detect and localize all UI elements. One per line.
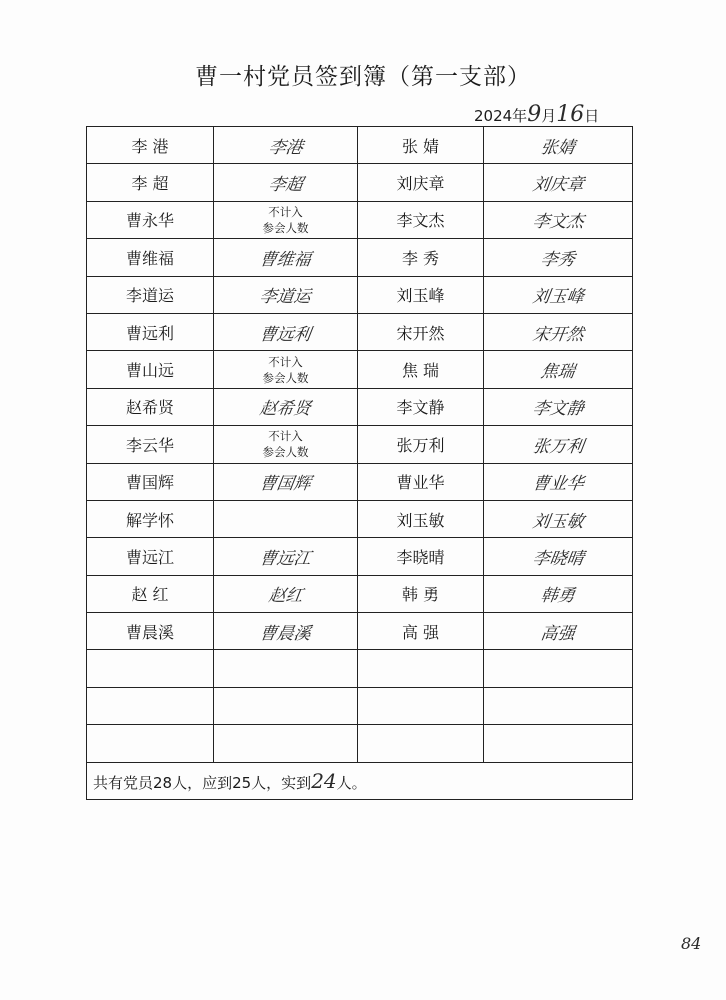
member-name-cell: [358, 388, 484, 425]
signature-cell: [214, 388, 358, 425]
handwritten-signature: 赵希贤: [258, 399, 313, 420]
handwritten-signature: 焦瑞: [539, 362, 577, 383]
member-name: 曹永华: [125, 211, 174, 231]
summary-row: [87, 762, 633, 799]
member-name: 李道运: [125, 286, 174, 306]
table-row: [87, 276, 633, 313]
member-name-cell: [87, 201, 214, 238]
signature-cell: [214, 538, 358, 575]
signature-cell: [214, 276, 358, 313]
member-name-cell: [87, 313, 214, 350]
exclusion-note-line-2: 参会人数: [262, 445, 309, 460]
member-name-cell: [358, 164, 484, 201]
signature-cell: [484, 613, 633, 650]
member-name-cell: [87, 388, 214, 425]
member-name-cell: [358, 239, 484, 276]
signature-cell: [484, 388, 633, 425]
signature-cell: [484, 575, 633, 612]
member-name: 曹国辉: [125, 473, 174, 493]
member-name: 曹山远: [125, 361, 174, 381]
handwritten-signature: 刘庆章: [530, 175, 585, 196]
member-name: 李文静: [396, 398, 445, 418]
handwritten-signature: 高强: [539, 623, 577, 644]
table-row: [87, 426, 633, 463]
date-month-handwritten: 9: [527, 102, 542, 127]
signature-cell: [484, 276, 633, 313]
member-name-cell: [358, 426, 484, 463]
member-name-cell: [358, 575, 484, 612]
empty-cell: [214, 725, 358, 762]
member-name: 曹晨溪: [125, 622, 174, 642]
date-day-unit: 日: [584, 107, 600, 125]
signature-cell: [484, 127, 633, 164]
empty-cell: [484, 687, 633, 724]
empty-cell: [358, 725, 484, 762]
member-name: 韩 勇: [401, 585, 440, 605]
signature-cell: [484, 313, 633, 350]
signature-cell: [214, 164, 358, 201]
member-name: 刘玉峰: [396, 286, 445, 306]
handwritten-signature: 曹业华: [530, 474, 585, 495]
exclusion-note-line-1: 不计入: [268, 354, 303, 369]
member-name-cell: [358, 613, 484, 650]
handwritten-signature: 曹晨溪: [258, 623, 313, 644]
signature-cell: [214, 351, 358, 388]
exclusion-note: [214, 204, 357, 236]
empty-cell: [358, 650, 484, 687]
page-title: 曹一村党员签到簿（第一支部）: [195, 64, 531, 90]
member-name: 刘玉敏: [396, 510, 445, 530]
member-name-cell: [87, 127, 214, 164]
member-name-cell: [87, 538, 214, 575]
member-name-cell: [87, 276, 214, 313]
date-month-unit: 月: [541, 107, 557, 125]
table-row: [87, 239, 633, 276]
signature-cell: [484, 463, 633, 500]
member-name-cell: [87, 500, 214, 537]
empty-cell: [214, 650, 358, 687]
member-name: 赵 红: [131, 585, 169, 605]
member-name: 焦 瑞: [401, 361, 440, 381]
member-name-cell: [358, 127, 484, 164]
empty-cell: [214, 687, 358, 724]
member-name: 赵希贤: [125, 398, 174, 418]
empty-cell: [358, 687, 484, 724]
signature-cell: [214, 463, 358, 500]
empty-cell: [87, 687, 214, 724]
empty-cell: [87, 725, 214, 762]
handwritten-signature: 刘玉敏: [530, 511, 585, 532]
member-name: 曹维福: [125, 248, 174, 268]
handwritten-signature: 张婧: [539, 137, 577, 158]
member-name: 曹远江: [125, 547, 174, 567]
member-name: 宋开然: [396, 323, 445, 343]
member-name-cell: [87, 164, 214, 201]
member-name: 李 超: [131, 174, 169, 194]
member-name-cell: [358, 313, 484, 350]
member-name: 解学怀: [125, 510, 174, 530]
member-name: 李晓晴: [396, 547, 445, 567]
table-row: [87, 575, 633, 612]
member-name: 曹远利: [125, 323, 174, 343]
handwritten-signature: 李晓晴: [530, 548, 585, 569]
member-name-cell: [87, 613, 214, 650]
empty-row: [87, 725, 633, 762]
handwritten-signature: 曹远江: [258, 548, 313, 569]
member-name-cell: [87, 351, 214, 388]
attendance-table: [86, 126, 633, 800]
summary-prefix: 共有党员28人，应到25人，实到: [93, 773, 312, 792]
signature-cell: [484, 239, 633, 276]
sign-date: [474, 102, 599, 127]
handwritten-signature: 赵红: [266, 586, 304, 607]
signature-cell: [214, 239, 358, 276]
member-name-cell: [87, 575, 214, 612]
handwritten-signature: 李文杰: [530, 212, 585, 233]
empty-cell: [484, 725, 633, 762]
member-name-cell: [358, 276, 484, 313]
signature-cell: [484, 351, 633, 388]
empty-cell: [87, 650, 214, 687]
handwritten-signature: 李港: [266, 137, 304, 158]
date-day-handwritten: 16: [556, 102, 585, 127]
signature-cell: [484, 426, 633, 463]
member-name-cell: [358, 463, 484, 500]
handwritten-signature: 宋开然: [530, 324, 585, 345]
signature-cell: [214, 575, 358, 612]
date-year: 2024年: [474, 107, 528, 125]
handwritten-signature: 曹远利: [258, 324, 313, 345]
handwritten-signature: 刘玉峰: [530, 287, 585, 308]
exclusion-note: [214, 354, 357, 386]
signature-cell: [214, 127, 358, 164]
empty-row: [87, 650, 633, 687]
table-row: [87, 463, 633, 500]
page-number: 84: [681, 934, 702, 953]
member-name: 李云华: [125, 435, 174, 455]
table-row: [87, 500, 633, 537]
member-name: 李 秀: [401, 248, 440, 268]
table-row: [87, 613, 633, 650]
attendance-table-body: [87, 127, 633, 800]
table-row: [87, 538, 633, 575]
handwritten-signature: 曹维福: [258, 249, 313, 270]
member-name: 李 港: [131, 136, 169, 156]
handwritten-signature: 李道运: [258, 287, 313, 308]
handwritten-signature: 张万利: [530, 436, 585, 457]
handwritten-signature: 李文静: [530, 399, 585, 420]
signature-cell: [214, 426, 358, 463]
exclusion-note-line-2: 参会人数: [262, 370, 309, 385]
exclusion-note-line-2: 参会人数: [262, 220, 309, 235]
summary-suffix: 人。: [336, 773, 367, 792]
handwritten-signature: 李超: [266, 175, 304, 196]
signature-cell: [214, 613, 358, 650]
signature-cell: [214, 500, 358, 537]
member-name: 高 强: [401, 622, 440, 642]
signature-cell: [484, 500, 633, 537]
member-name-cell: [87, 239, 214, 276]
empty-row: [87, 687, 633, 724]
member-name: 刘庆章: [396, 174, 445, 194]
table-row: [87, 313, 633, 350]
handwritten-signature: 李秀: [539, 249, 577, 270]
handwritten-signature: 韩勇: [539, 586, 577, 607]
signature-cell: [484, 538, 633, 575]
member-name-cell: [358, 538, 484, 575]
member-name-cell: [358, 201, 484, 238]
signature-cell: [484, 164, 633, 201]
handwritten-signature: 曹国辉: [258, 474, 313, 495]
signature-cell: [214, 201, 358, 238]
member-name: 张万利: [396, 435, 445, 455]
table-row: [87, 388, 633, 425]
member-name-cell: [358, 500, 484, 537]
member-name: 曹业华: [396, 473, 445, 493]
table-row: [87, 201, 633, 238]
member-name-cell: [87, 426, 214, 463]
member-name: 李文杰: [396, 211, 445, 231]
signature-cell: [214, 313, 358, 350]
empty-cell: [484, 650, 633, 687]
member-name-cell: [358, 351, 484, 388]
member-name-cell: [87, 463, 214, 500]
signature-cell: [484, 201, 633, 238]
exclusion-note-line-1: 不计入: [268, 429, 303, 444]
summary-cell: [87, 762, 633, 799]
table-row: [87, 351, 633, 388]
table-row: [87, 164, 633, 201]
exclusion-note-line-1: 不计入: [268, 204, 303, 219]
attended-count-handwritten: 24: [311, 768, 337, 793]
member-name: 张 婧: [401, 136, 440, 156]
exclusion-note: [214, 428, 357, 460]
table-row: [87, 127, 633, 164]
